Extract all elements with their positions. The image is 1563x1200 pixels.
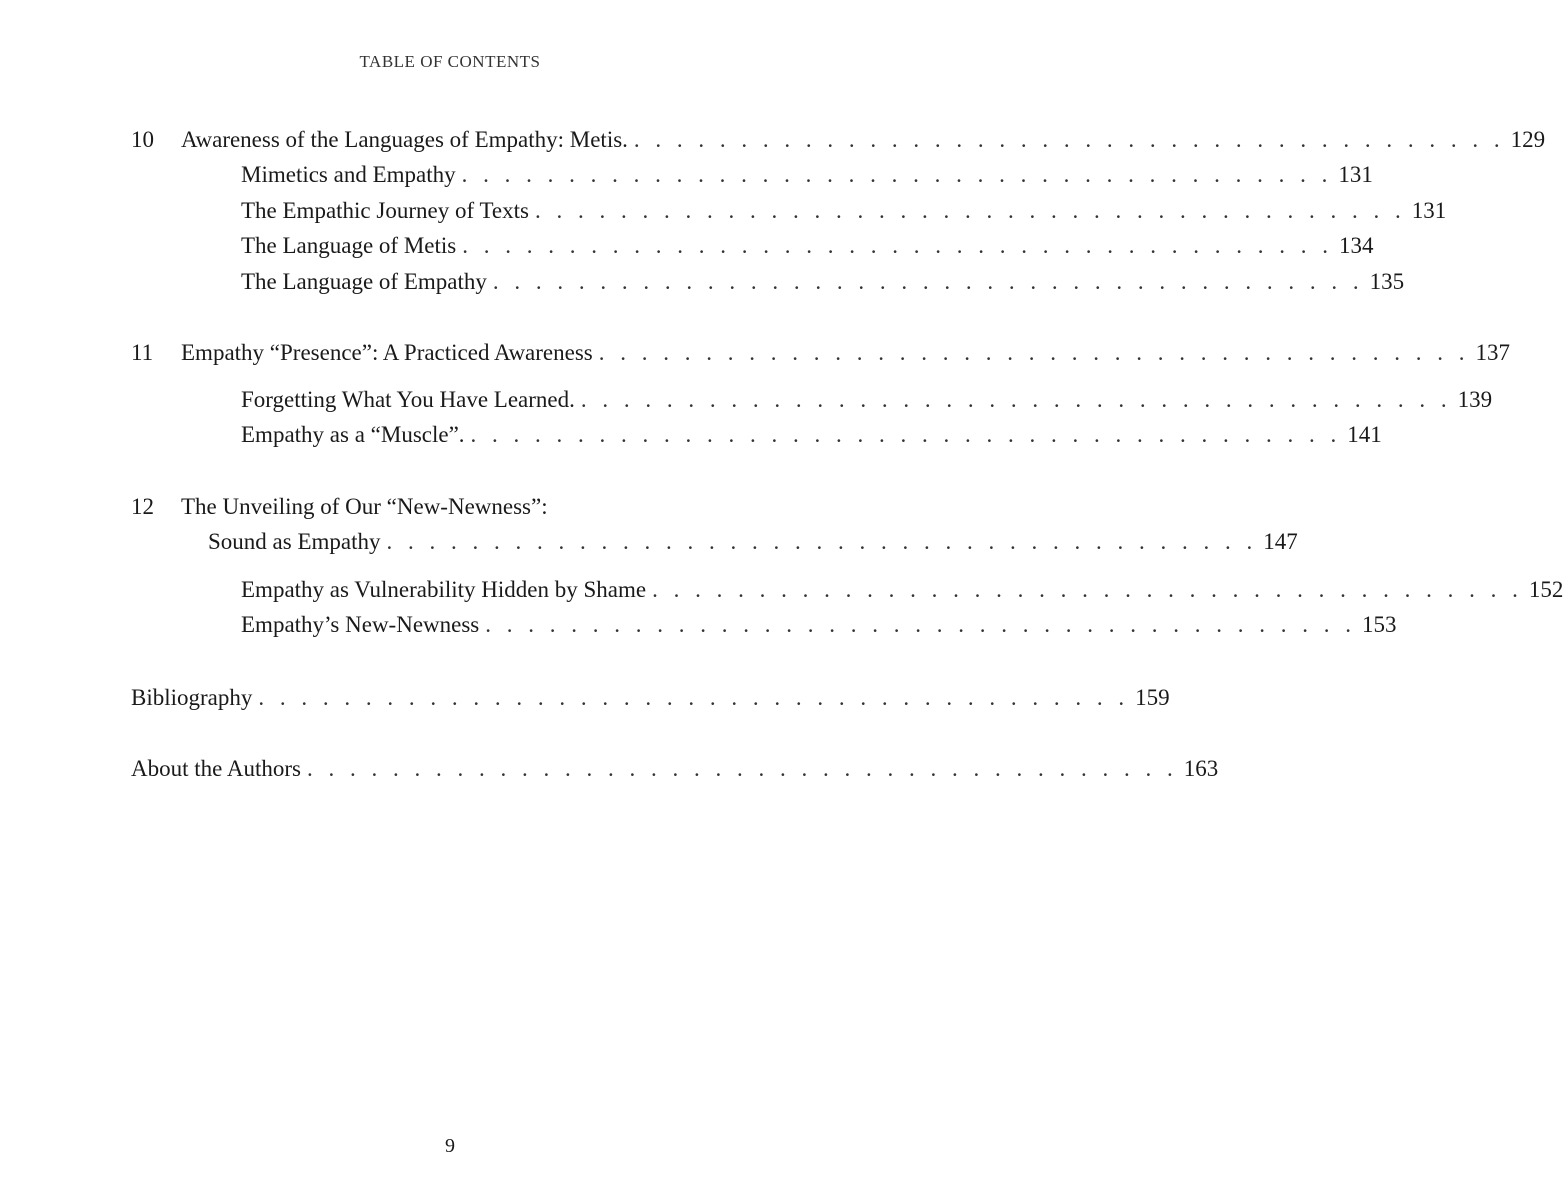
dot-leader: . . . . . . . . . . . . . . . . . . . . . . . . . . . . . . . . . . . . . . . . . (386, 529, 1258, 554)
chapter-title-line-2: Sound as Empathy (208, 529, 381, 554)
dot-leader: . . . . . . . . . . . . . . . . . . . . . . . . . . . . . . . . . . . . . . . . . (633, 127, 1505, 152)
toc-entry-chapter-10 (0, 123, 1546, 157)
toc-entry-bibliography (0, 681, 1170, 715)
page-number: 163 (1183, 756, 1219, 781)
chapter-title-line-1: The Unveiling of Our “New-Newness”: (181, 494, 548, 519)
back-matter-title: About the Authors (131, 756, 301, 781)
page-number: 134 (1338, 233, 1374, 258)
page-number: 152 (1528, 577, 1563, 602)
toc-entry-chapter-11 (0, 336, 1510, 370)
dot-leader: . . . . . . . . . . . . . . . . . . . . . . . . . . . . . . . . . . . . . . . . . (580, 387, 1452, 412)
dot-leader: . . . . . . . . . . . . . . . . . . . . . . . . . . . . . . . . . . . . . . . . . (598, 340, 1470, 365)
dot-leader: . . . . . . . . . . . . . . . . . . . . . . . . . . . . . . . . . . . . . . . . . (652, 577, 1523, 602)
section-title: Empathy’s New-Newness (241, 612, 480, 637)
page-number: 159 (1135, 685, 1170, 710)
running-head: TABLE OF CONTENTS (359, 52, 541, 71)
section-title: Empathy as a “Muscle”. (241, 422, 465, 447)
section-title: Forgetting What You Have Learned. (241, 387, 575, 412)
section-title: The Language of Empathy (241, 269, 487, 294)
section-title: Mimetics and Empathy (241, 162, 456, 187)
toc-entry-about-the-authors (0, 752, 1219, 786)
section-title: Empathy as Vulnerability Hidden by Shame (241, 577, 647, 602)
dot-leader: . . . . . . . . . . . . . . . . . . . . . . . . . . . . . . . . . . . . . . . . . (534, 198, 1406, 223)
page-number: 153 (1362, 612, 1397, 637)
toc-entry-section (0, 194, 1447, 228)
page-number: 139 (1457, 387, 1493, 412)
chapter-number: 10 (131, 127, 154, 152)
page-number: 131 (1411, 198, 1447, 223)
toc-entry-section (0, 418, 1382, 452)
toc-entry-section (0, 573, 1563, 607)
chapter-title: Awareness of the Languages of Empathy: Metis. (181, 127, 628, 152)
dot-leader: . . . . . . . . . . . . . . . . . . . . . . . . . . . . . . . . . . . . . . . . . (462, 233, 1333, 258)
toc-entry-section (0, 158, 1373, 192)
page-number: 129 (1510, 127, 1546, 152)
page-number: 137 (1475, 340, 1510, 365)
chapter-title: Empathy “Presence”: A Practiced Awareness (181, 340, 593, 365)
toc-entry-section (0, 229, 1374, 263)
dot-leader: . . . . . . . . . . . . . . . . . . . . . . . . . . . . . . . . . . . . . . . . . (306, 756, 1178, 781)
dot-leader: . . . . . . . . . . . . . . . . . . . . . . . . . . . . . . . . . . . . . . . . . (492, 269, 1364, 294)
chapter-number: 11 (131, 340, 154, 365)
page-folio: 9 (445, 1135, 455, 1157)
section-title: The Empathic Journey of Texts (241, 198, 529, 223)
dot-leader: . . . . . . . . . . . . . . . . . . . . . . . . . . . . . . . . . . . . . . . . . (470, 422, 1342, 447)
page-number: 141 (1347, 422, 1382, 447)
page-number: 131 (1338, 162, 1373, 187)
toc-entry-chapter-12-continued (0, 525, 1298, 559)
dot-leader: . . . . . . . . . . . . . . . . . . . . . . . . . . . . . . . . . . . . . . . . . (258, 685, 1130, 710)
toc-entry-section (0, 383, 1493, 417)
dot-leader: . . . . . . . . . . . . . . . . . . . . . . . . . . . . . . . . . . . . . . . . . (485, 612, 1357, 637)
section-title: The Language of Metis (241, 233, 457, 258)
toc-entry-chapter-12 (0, 490, 893, 524)
back-matter-title: Bibliography (131, 685, 253, 710)
chapter-number: 12 (131, 494, 154, 519)
dot-leader: . . . . . . . . . . . . . . . . . . . . . . . . . . . . . . . . . . . . . . . . . (461, 162, 1333, 187)
page-number: 147 (1263, 529, 1298, 554)
page-number: 135 (1369, 269, 1405, 294)
toc-entry-section (0, 265, 1405, 299)
toc-entry-section (0, 608, 1397, 642)
